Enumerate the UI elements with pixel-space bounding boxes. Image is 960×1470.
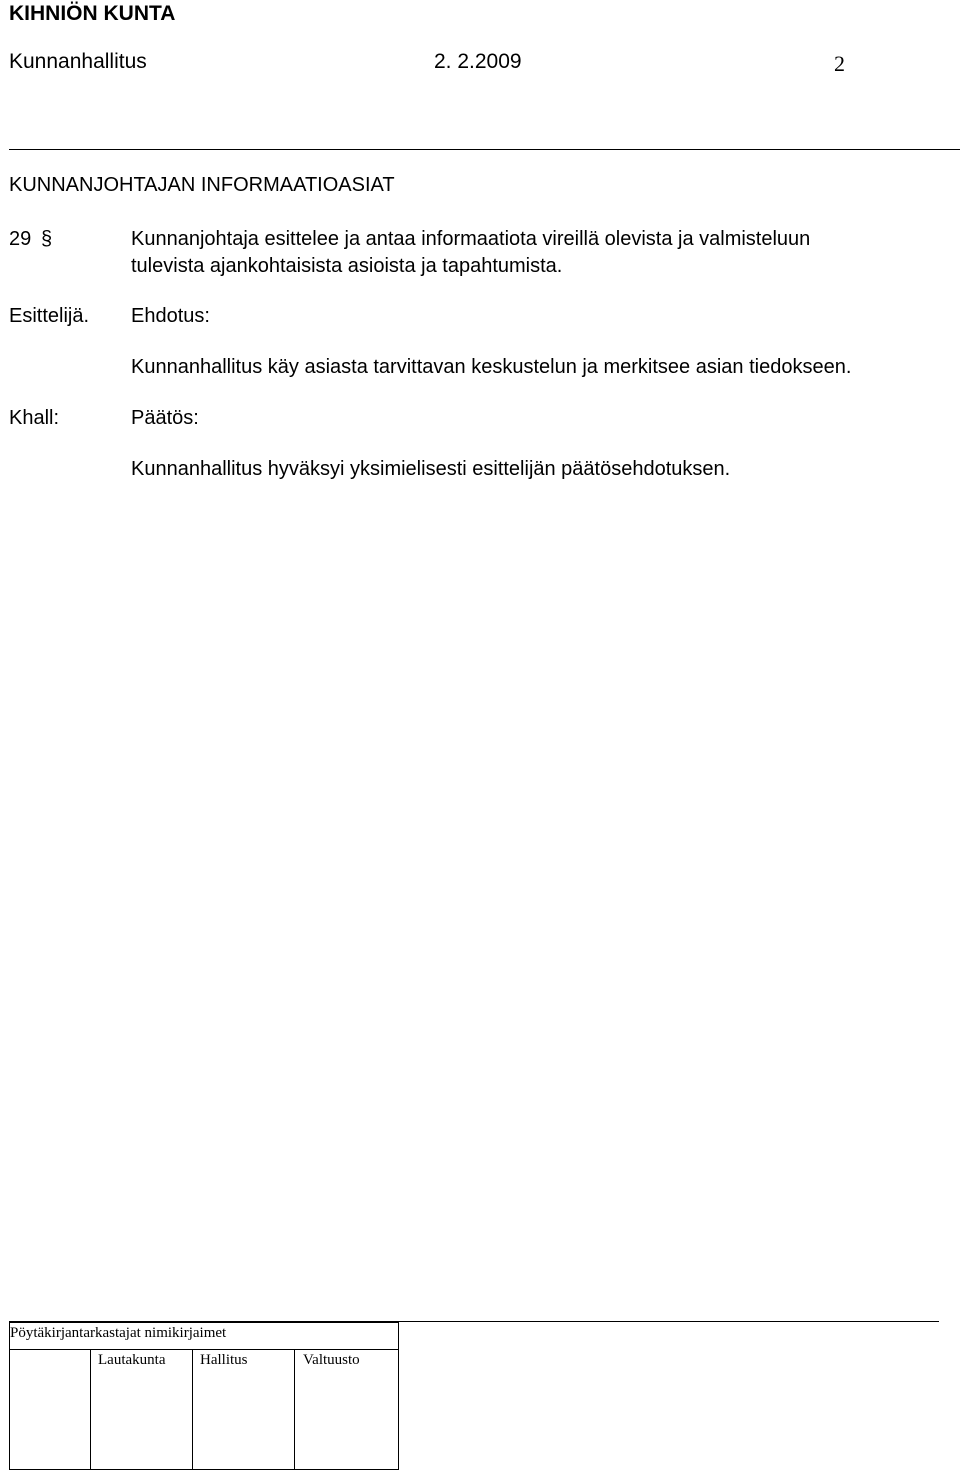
governing-body-name: Kunnanhallitus xyxy=(9,50,147,73)
signature-column-lautakunta: Lautakunta xyxy=(98,1352,166,1368)
item-number: 29 xyxy=(9,228,32,250)
item-description-line-1: Kunnanjohtaja esittelee ja antaa informaatiota vireillä olevista ja valmisteluun xyxy=(131,228,811,250)
presenter-label: Esittelijä. xyxy=(9,305,90,327)
signature-column-divider xyxy=(192,1349,193,1469)
signature-box xyxy=(9,1322,399,1470)
meeting-date: 2. 2.2009 xyxy=(434,50,522,73)
signature-column-divider xyxy=(294,1349,295,1469)
item-description-line-2: tulevista ajankohtaisista asioista ja tapahtumista. xyxy=(131,255,563,277)
signature-box-divider xyxy=(10,1349,398,1350)
proposal-label: Ehdotus: xyxy=(131,305,210,327)
decision-body-label: Khall: xyxy=(9,407,60,429)
section-heading: KUNNANJOHTAJAN INFORMAATIOASIAT xyxy=(9,174,395,196)
proposal-text: Kunnanhallitus käy asiasta tarvittavan keskustelun ja merkitsee asian tiedokseen. xyxy=(131,356,852,378)
signature-box-title: Pöytäkirjantarkastajat nimikirjaimet xyxy=(10,1325,227,1341)
page-number: 2 xyxy=(834,51,845,76)
signature-column-valtuusto: Valtuusto xyxy=(303,1352,360,1368)
header-divider xyxy=(9,149,960,150)
signature-column-hallitus: Hallitus xyxy=(200,1352,248,1368)
organization-name: KIHNIÖN KUNTA xyxy=(9,2,176,25)
decision-text: Kunnanhallitus hyväksyi yksimielisesti esittelijän päätösehdotuksen. xyxy=(131,458,731,480)
section-sign: § xyxy=(41,228,53,250)
signature-column-divider xyxy=(90,1349,91,1469)
decision-label: Päätös: xyxy=(131,407,199,429)
